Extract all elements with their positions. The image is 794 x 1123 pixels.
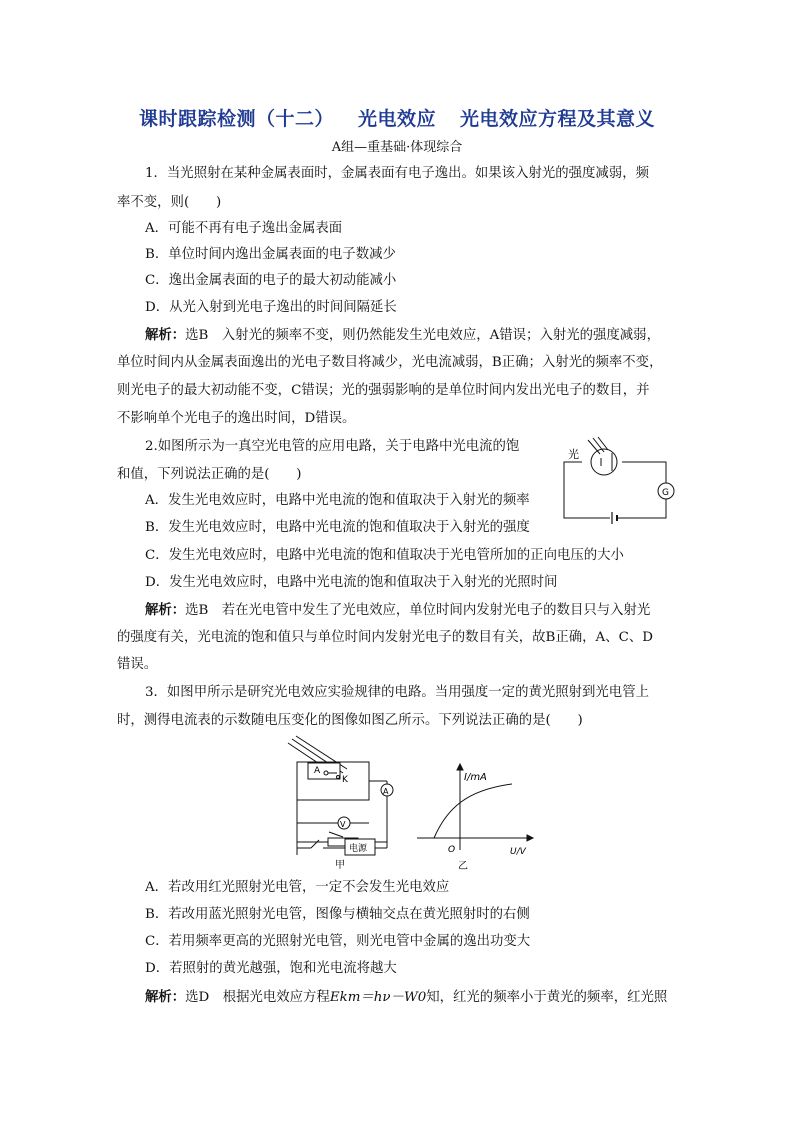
q3-label-a: A	[314, 766, 321, 776]
q3-analysis-line1	[145, 987, 667, 1008]
q2-meter-label: G	[662, 488, 669, 498]
q2-option-c: C．发生光电效应时，电路中光电流的饱和值取决于光电管所加的正向电压的大小	[145, 548, 624, 563]
q2-analysis-text1: 选B 若在光电管中发生了光电效应，单位时间内发射光电子的数目只与入射光	[185, 603, 651, 618]
q2-analysis-line2: 的强度有关，光电流的饱和值只与单位时间内发射光电子的数目有关，故B正确，A、C、D	[117, 630, 653, 645]
q2-analysis-label: 解析：	[145, 602, 186, 618]
q1-analysis-label: 解析：	[145, 327, 186, 343]
q3-caption-yi: 乙	[458, 861, 468, 872]
title-part3: 光电效应方程及其意义	[460, 108, 656, 130]
q1-option-a: A．可能不再有电子逸出金属表面	[145, 221, 343, 236]
q2-analysis-line3: 错误。	[117, 657, 158, 672]
q3-figure-yi	[412, 760, 542, 878]
q2-option-a: A．发生光电效应时，电路中光电流的饱和值取决于入射光的频率	[145, 493, 530, 508]
q3-analysis-pre: 选D 根据光电效应方程	[185, 990, 330, 1005]
title-part2: 光电效应	[357, 108, 436, 130]
q1-option-d: D．从光入射到光电子逸出的时间间隔延长	[145, 300, 397, 315]
q3-origin-label: O	[448, 845, 456, 855]
q1-stem-line2: 率不变，则( )	[117, 195, 222, 210]
q3-analysis-label: 解析：	[145, 989, 186, 1005]
q1-analysis-line1	[145, 325, 660, 346]
q2-circuit-figure	[560, 436, 685, 528]
page-title	[0, 104, 794, 131]
q2-option-b: B．发生光电效应时，电路中光电流的饱和值取决于入射光的强度	[145, 520, 530, 535]
q2-stem-line1: 2.如图所示为一真空光电管的应用电路，关于电路中光电流的饱	[145, 439, 520, 454]
q3-ammeter-label: A	[383, 787, 389, 796]
q2-analysis-line1	[145, 600, 650, 621]
q3-option-c: C．若用频率更高的光照射光电管，则光电管中金属的逸出功变大	[145, 934, 531, 949]
q3-ylabel: I/mA	[464, 772, 487, 783]
q3-option-d: D．若照射的黄光越强，饱和光电流将越大	[145, 961, 397, 976]
q1-analysis-line3: 则光电子的最大初动能不变，C错误；光的强弱影响的是单位时间内发出光电子的数目，并	[117, 383, 650, 398]
q3-option-b: B．若改用蓝光照射光电管，图像与横轴交点在黄光照射时的右侧	[145, 907, 530, 922]
q1-stem-line1: 1．当光照射在某种金属表面时，金属表面有电子逸出。如果该入射光的强度减弱，频	[145, 166, 649, 181]
section-subtitle: A组—重基础·体现综合	[331, 140, 463, 155]
q2-option-d: D．发生光电效应时，电路中光电流的饱和值取决于入射光的光照时间	[145, 575, 558, 590]
q3-iu-curve	[434, 784, 512, 838]
q1-option-b: B．单位时间内逸出金属表面的电子数减少	[145, 247, 396, 262]
q3-stem-line1: 3．如图甲所示是研究光电效应实验规律的电路。当用强度一定的黄光照射到光电管上	[145, 685, 649, 700]
q1-analysis-text1: 选B 入射光的频率不变，则仍然能发生光电效应，A错误；入射光的强度减弱，	[185, 328, 660, 343]
q3-voltmeter-label: V	[340, 820, 346, 829]
q3-caption-jia: 甲	[335, 860, 345, 871]
q3-option-a: A．若改用红光照射光电管，一定不会发生光电效应	[145, 880, 450, 895]
q1-option-c: C．逸出金属表面的电子的最大初动能减小	[145, 273, 397, 288]
q2-stem-line2: 和值，下列说法正确的是( )	[117, 467, 302, 482]
q3-figure-jia	[283, 735, 403, 875]
q3-source-label: 电源	[349, 844, 368, 854]
q3-xlabel: U/V	[510, 847, 526, 857]
q1-analysis-line4: 不影响单个光电子的逸出时间，D错误。	[117, 411, 356, 426]
title-main: 课时跟踪检测（十二）	[138, 108, 334, 130]
q3-analysis-post: 知，红光的频率小于黄光的频率，红光照	[426, 990, 668, 1005]
q2-light-label: 光	[568, 448, 579, 461]
q3-stem-line2: 时，测得电流表的示数随电压变化的图像如图乙所示。下列说法正确的是( )	[117, 713, 583, 728]
q3-label-k: K	[342, 775, 348, 785]
q3-analysis-formula: Ekm＝hν－W0	[329, 990, 427, 1005]
q1-analysis-line2: 单位时间内从金属表面逸出的光电子数目将减少，光电流减弱，B正确；入射光的频率不变，	[117, 355, 663, 370]
